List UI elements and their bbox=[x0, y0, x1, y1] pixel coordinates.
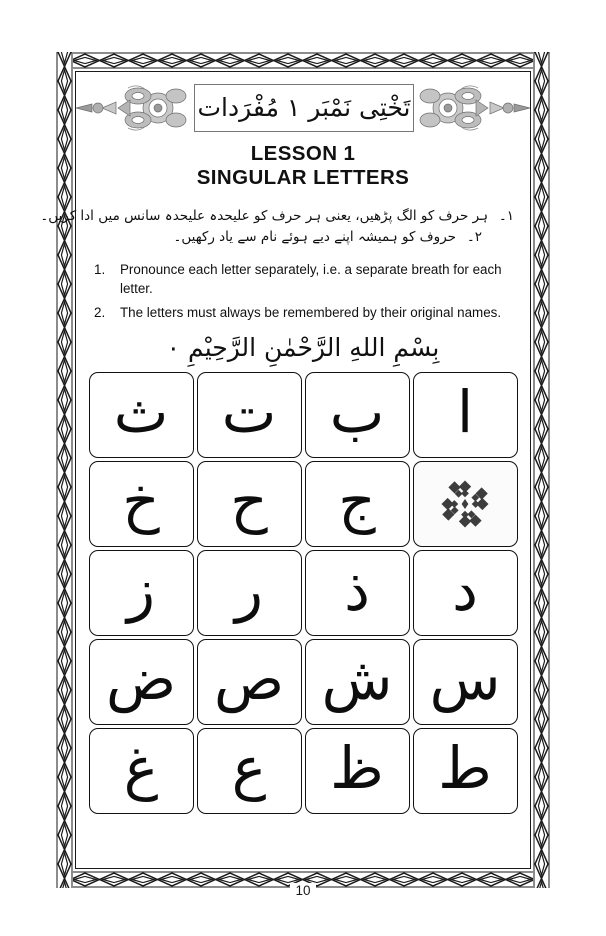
english-item-text: The letters must always be remembered by their original names. bbox=[120, 305, 502, 321]
letter-cell-ra[interactable] bbox=[197, 550, 302, 636]
letter-grid-row bbox=[89, 461, 518, 547]
letter-glyph: ذ bbox=[344, 555, 370, 624]
arabic-letter-grid bbox=[76, 372, 530, 814]
page-content bbox=[40, 72, 530, 868]
letter-glyph: خ bbox=[122, 466, 160, 535]
letter-cell-zoe[interactable] bbox=[305, 728, 410, 814]
letter-glyph: ت bbox=[221, 377, 277, 446]
letter-glyph: ث bbox=[113, 377, 169, 446]
lesson-subject-heading: SINGULAR LETTERS bbox=[196, 166, 410, 190]
lesson-number-heading: LESSON 1 bbox=[250, 142, 356, 165]
page-number: 10 bbox=[290, 883, 315, 898]
letter-glyph: ش bbox=[321, 644, 393, 713]
letter-glyph: ط bbox=[438, 733, 492, 802]
letter-cell-ta[interactable] bbox=[197, 372, 302, 458]
letter-cell-alif[interactable] bbox=[413, 372, 518, 458]
letter-glyph: ر bbox=[234, 555, 263, 624]
letter-glyph: ب bbox=[329, 377, 385, 446]
letter-cell-ornament[interactable] bbox=[413, 461, 518, 547]
letter-cell-kha[interactable] bbox=[89, 461, 194, 547]
letter-glyph: ز bbox=[126, 555, 155, 624]
border-braid-top bbox=[56, 52, 550, 69]
urdu-item-number: ۱۔ bbox=[498, 208, 514, 225]
english-item-number: 1. bbox=[94, 262, 106, 278]
english-instruction-list bbox=[76, 260, 530, 322]
letter-cell-dal[interactable] bbox=[413, 550, 518, 636]
letter-cell-ain[interactable] bbox=[197, 728, 302, 814]
letter-cell-sheen[interactable] bbox=[305, 639, 410, 725]
letter-cell-toe[interactable] bbox=[413, 728, 518, 814]
page-footer bbox=[0, 882, 606, 900]
letter-cell-za[interactable] bbox=[89, 550, 194, 636]
letter-cell-suad[interactable] bbox=[197, 639, 302, 725]
border-braid-right bbox=[533, 52, 550, 888]
title-banner bbox=[76, 80, 530, 138]
letter-glyph: د bbox=[452, 555, 478, 624]
letter-grid-row bbox=[89, 550, 518, 636]
letter-glyph: ح bbox=[230, 466, 268, 535]
english-item-number: 2. bbox=[94, 305, 106, 321]
floral-ornament-icon bbox=[412, 82, 534, 134]
bismillah-text: بِسْمِ اللهِ الرَّحْمٰنِ الرَّحِيْمِ ۰ bbox=[166, 333, 440, 363]
letter-glyph: ج bbox=[338, 466, 376, 535]
letter-glyph: ص bbox=[213, 644, 285, 713]
letter-cell-ghain[interactable] bbox=[89, 728, 194, 814]
english-instruction-item bbox=[94, 303, 516, 322]
urdu-item-text: حروف کو ہمیشہ اپنے دیے ہوئے نام سے یاد رکھیں۔ bbox=[173, 229, 456, 246]
english-instruction-item bbox=[94, 260, 516, 298]
rosette-icon bbox=[437, 476, 493, 532]
letter-cell-zal[interactable] bbox=[305, 550, 410, 636]
letter-glyph: غ bbox=[123, 733, 159, 802]
page-title bbox=[76, 142, 530, 190]
letter-cell-jeem[interactable] bbox=[305, 461, 410, 547]
letter-cell-zuad[interactable] bbox=[89, 639, 194, 725]
urdu-instruction-item bbox=[40, 206, 524, 227]
urdu-banner-title: تَخْتِی نَمْبَر ۱ مُفْرَدات bbox=[197, 92, 411, 122]
letter-cell-sa[interactable] bbox=[89, 372, 194, 458]
english-item-text: Pronounce each letter separately, i.e. a separate breath for each letter. bbox=[120, 262, 502, 297]
floral-ornament-icon bbox=[72, 82, 194, 134]
letter-glyph: ع bbox=[231, 733, 267, 802]
urdu-item-number: ۲۔ bbox=[466, 229, 482, 246]
letter-cell-ba[interactable] bbox=[305, 372, 410, 458]
letter-cell-seen[interactable] bbox=[413, 639, 518, 725]
letter-glyph: ض bbox=[105, 644, 177, 713]
letter-grid-row bbox=[89, 728, 518, 814]
letter-grid-row bbox=[89, 372, 518, 458]
urdu-instruction-list bbox=[40, 206, 530, 248]
letter-glyph: س bbox=[429, 644, 501, 713]
urdu-instruction-item bbox=[76, 227, 524, 248]
letter-glyph: ا bbox=[456, 377, 474, 446]
border-braid-left bbox=[56, 52, 73, 888]
letter-glyph: ظ bbox=[330, 733, 384, 802]
banner-frame bbox=[194, 84, 414, 132]
letter-cell-hha[interactable] bbox=[197, 461, 302, 547]
urdu-item-text: ہر حرف کو الگ پڑھیں، یعنی ہر حرف کو علیحدہ علیحدہ سانس میں ادا کریں۔ bbox=[40, 208, 488, 225]
letter-grid-row bbox=[89, 639, 518, 725]
